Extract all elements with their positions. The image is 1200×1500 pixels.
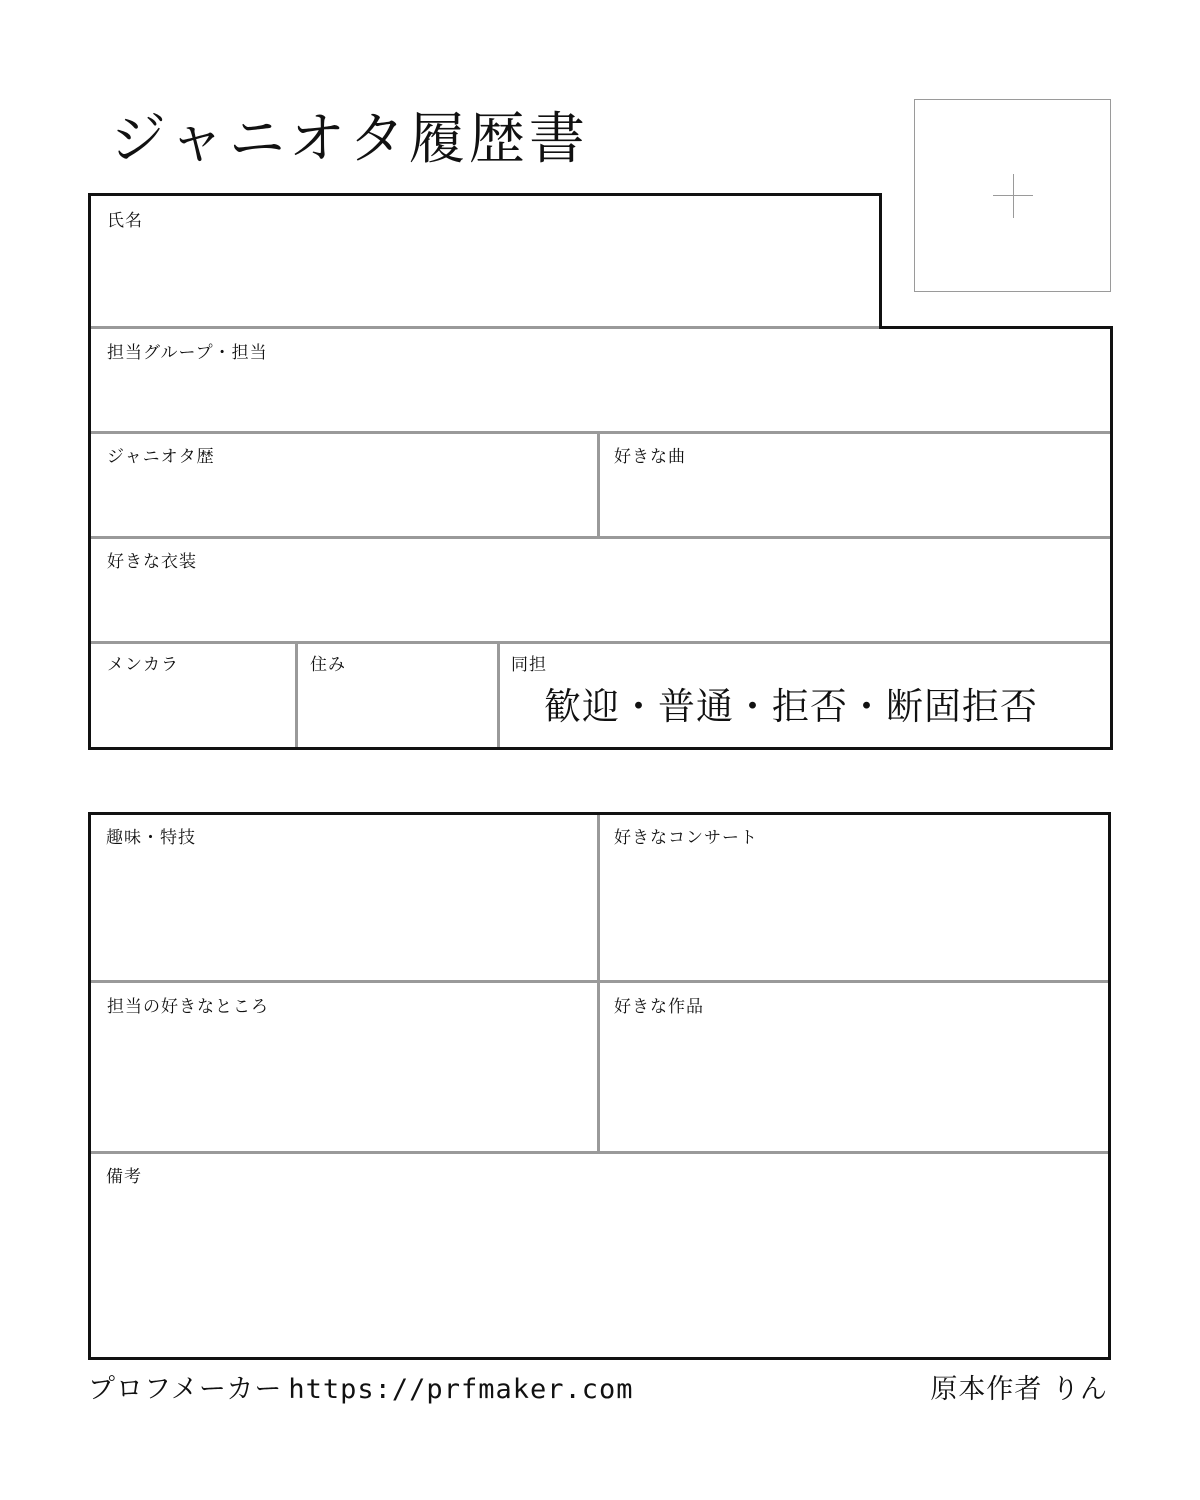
history-label: ジャニオタ歴 — [107, 447, 215, 467]
notes-label: 備考 — [106, 1167, 142, 1187]
plus-icon-vertical — [1013, 174, 1014, 218]
residence-label: 住み — [310, 655, 346, 675]
member-color-label: メンカラ — [107, 655, 179, 675]
footer-maker — [88, 1376, 634, 1403]
hobby-label: 趣味・特技 — [106, 828, 196, 848]
fav-work-label: 好きな作品 — [614, 997, 704, 1017]
fav-costume-label: 好きな衣装 — [107, 552, 197, 572]
same-fan-choices[interactable]: 歓迎・普通・拒否・断固拒否 — [544, 685, 1038, 728]
photo-box[interactable] — [914, 99, 1111, 292]
maker-name: プロフメーカー — [88, 1374, 283, 1405]
fav-concert-label: 好きなコンサート — [614, 828, 758, 848]
group-label: 担当グループ・担当 — [107, 343, 268, 363]
fav-song-label: 好きな曲 — [614, 447, 686, 467]
same-fan-label: 同担 — [511, 655, 547, 675]
fav-point-label: 担当の好きなところ — [107, 997, 269, 1017]
page-title: ジャニオタ履歴書 — [110, 107, 589, 172]
maker-url-link[interactable]: https://prfmaker.com — [288, 1374, 634, 1405]
name-label: 氏名 — [107, 211, 143, 231]
footer-author: 原本作者 りん — [930, 1374, 1108, 1405]
name-field[interactable] — [91, 196, 879, 326]
